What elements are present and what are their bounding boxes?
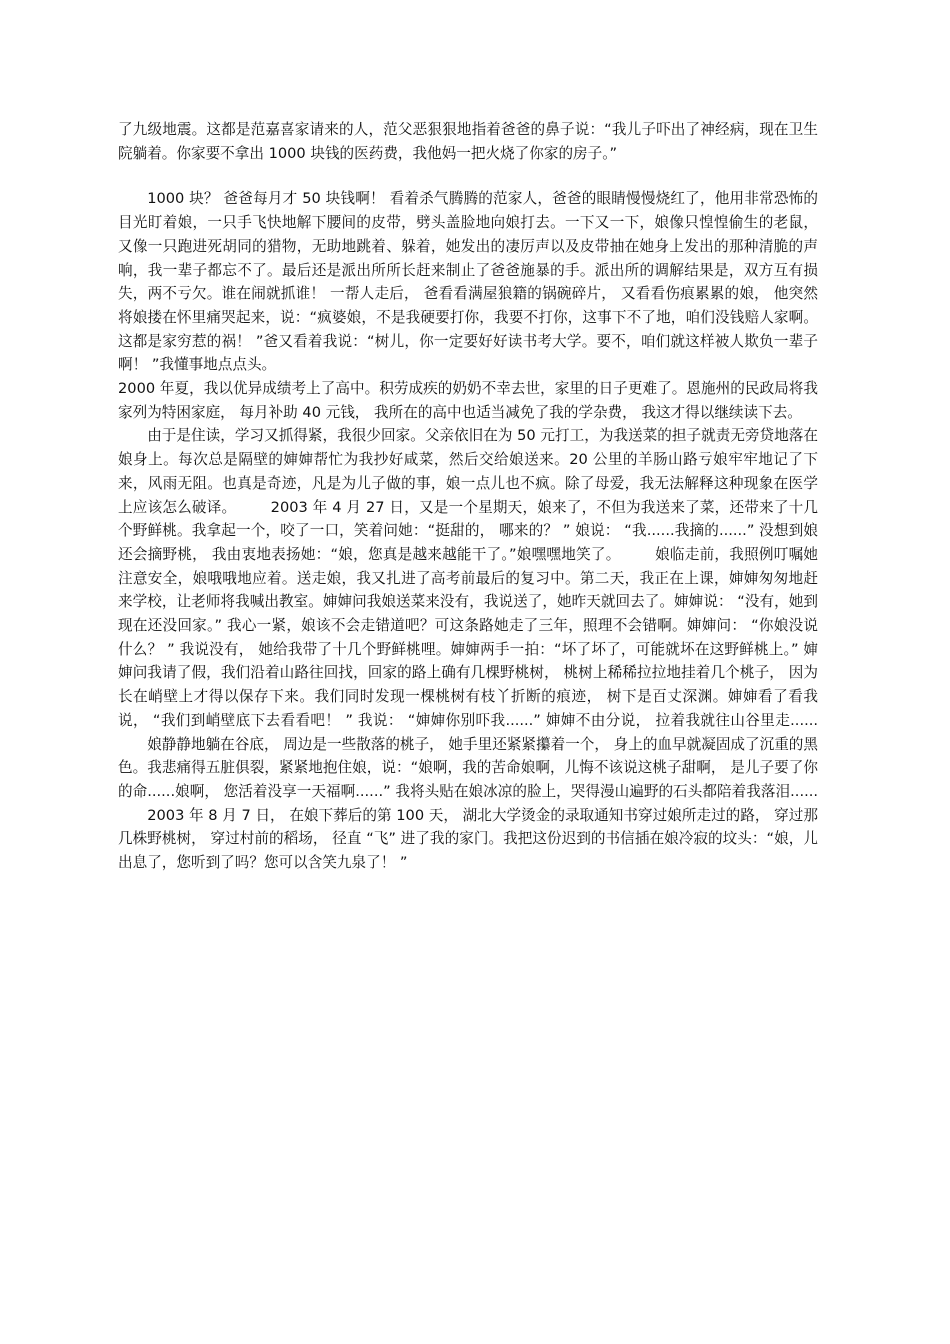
paragraph-1: 了九级地震。这都是范嘉喜家请来的人，范父恶狠狠地指着爸爸的鼻子说：“我儿子吓出了神经病，现在卫生院躺着。你家要不拿出 1000 块钱的医药费，我他妈一把火烧了你家的房子。” [118, 121, 818, 162]
document-page [118, 118, 818, 875]
paragraph-2: 1000 块？ 爸爸每月才 50 块钱啊！ 看着杀气腾腾的范家人，爸爸的眼睛慢慢烧红了，他用非常恐怖的目光盯着娘，一只手飞快地解下腰间的皮带，劈头盖脸地向娘打去。一下又一下，娘像只惶惶偷生的老鼠，又像一只跑进死胡同的猎物，无助地跳着、躲着，她发出的凄厉声以及皮带抽在她身上发出的那种清脆的声响，我一辈子都忘不了。最后还是派出所所长赶来制止了爸爸施暴的手。派出所的调解结果是，双方互有损失，两不亏欠。谁在闹就抓谁！ 一帮人走后， 爸看看满屋狼籍的锅碗碎片， 又看看伤痕累累的娘， 他突然将娘搂在怀里痛哭起来，说：“疯婆娘，不是我硬要打你，我要不打你，这事下不了地，咱们没钱赔人家啊。这都是家穷惹的祸！ ”爸又看着我说：“树儿，你一定要好好读书考大学。要不，咱们就这样被人欺负一辈子啊！ ”我懂事地点点头。 [118, 190, 818, 374]
paragraph-gap [118, 165, 818, 187]
paragraph-4: 由于是住读，学习又抓得紧，我很少回家。父亲依旧在为 50 元打工，为我送菜的担子就责无旁贷地落在娘身上。每次总是隔壁的婶婶帮忙为我抄好咸菜，然后交给娘送来。20 公里的羊肠山路亏娘牢牢地记了下来，风雨无阻。也真是奇迹，凡是为儿子做的事，娘一点儿也不疯。除了母爱，我无法解释这种现象在医学上应该怎么破译。 2003 年 4 月 27 日，又是一个星期天，娘来了，不但为我送来了菜，还带来了十几个野鲜桃。我拿起一个，咬了一口，笑着问她：“挺甜的， 哪来的？ ” 娘说： “我......我摘的......” 没想到娘还会摘野桃， 我由衷地表扬她：“娘，您真是越来越能干了。”娘嘿嘿地笑了。 娘临走前，我照例叮嘱她注意安全，娘哦哦地应着。送走娘，我又扎进了高考前最后的复习中。第二天，我正在上课，婶婶匆匆地赶来学校，让老师将我喊出教室。婶婶问我娘送菜来没有，我说送了，她昨天就回去了。婶婶说： “没有，她到现在还没回家。” 我心一紧，娘该不会走错道吧？可这条路她走了三年，照理不会错啊。婶婶问： “你娘没说什么？ ” 我说没有， 她给我带了十几个野鲜桃哩。婶婶两手一拍：“坏了坏了，可能就坏在这野鲜桃上。” 婶婶问我请了假，我们沿着山路往回找，回家的路上确有几棵野桃树， 桃树上稀稀拉拉地挂着几个桃子， 因为长在峭壁上才得以保存下来。我们同时发现一棵桃树有枝丫折断的痕迹， 树下是百丈深渊。婶婶看了看我说， “我们到峭壁底下去看看吧！ ” 我说： “婶婶你别吓我......” 婶婶不由分说， 拉着我就往山谷里走...... 娘静静地躺在谷底， 周边是一些散落的桃子， 她手里还紧紧攥着一个， 身上的血早就凝固成了沉重的黑色。我悲痛得五脏俱裂，紧紧地抱住娘，说：“娘啊，我的苦命娘啊，儿悔不该说这桃子甜啊， 是儿子要了你的命......娘啊， 您活着没享一天福啊......” 我将头贴在娘冰凉的脸上，哭得漫山遍野的石头都陪着我落泪...... 2003 年 8 月 7 日， 在娘下葬后的第 100 天， 湖北大学烫金的录取通知书穿过娘所走过的路， 穿过那几株野桃树， 穿过村前的稻场， 径直 “飞” 进了我的家门。我把这份迟到的书信插在娘冷寂的坟头：“娘，儿出息了，您听到了吗？您可以含笑九泉了！ ” [118, 427, 818, 872]
paragraph-3: 2000 年夏，我以优异成绩考上了高中。积劳成疾的奶奶不幸去世，家里的日子更难了。恩施州的民政局将我家列为特困家庭， 每月补助 40 元钱， 我所在的高中也适当减免了我的学杂费， 我这才得以继续读下去。 [118, 380, 818, 421]
